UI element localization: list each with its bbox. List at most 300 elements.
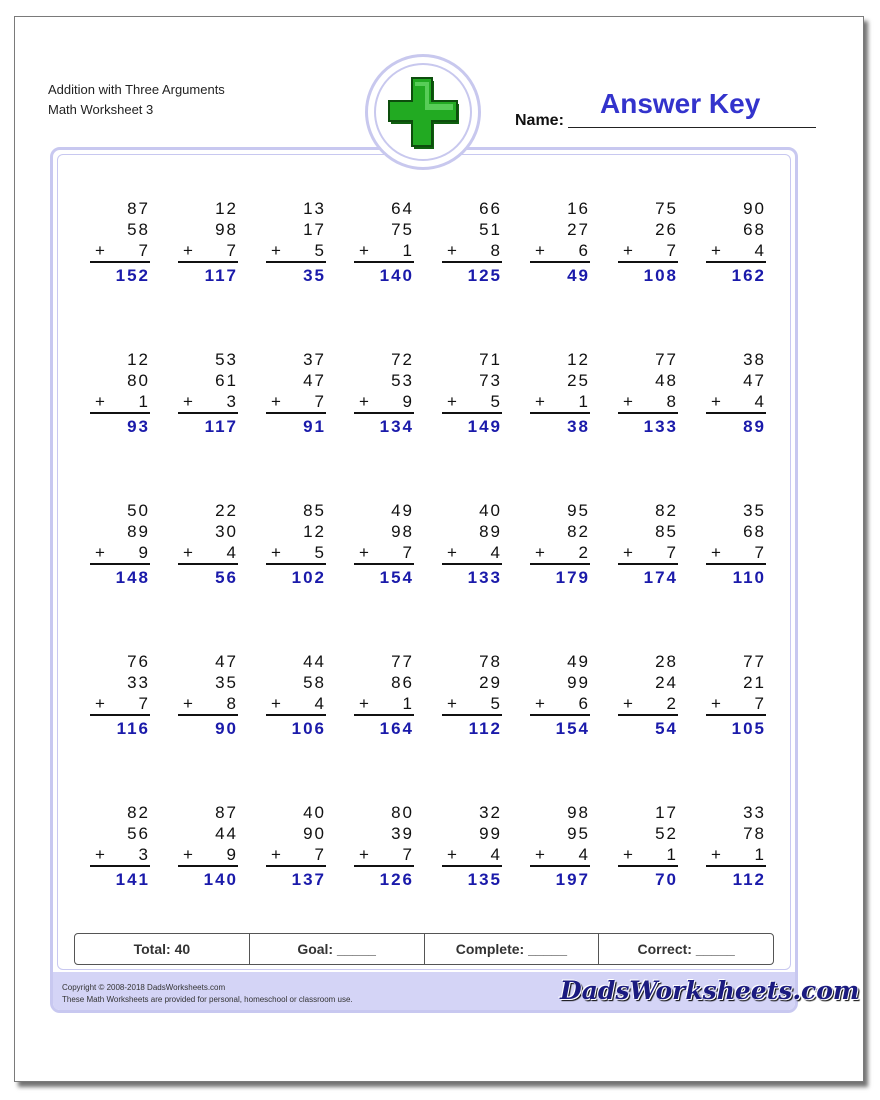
addend-2: 30 (215, 522, 238, 541)
addend-1: 95 (567, 501, 590, 520)
addition-problem (530, 349, 590, 438)
addend-2: 12 (303, 522, 326, 541)
addend-3-row (178, 693, 238, 716)
addend-2: 48 (655, 371, 678, 390)
addend-1: 37 (303, 350, 326, 369)
addend-3: 1 (402, 241, 414, 260)
addend-2: 86 (391, 673, 414, 692)
plus-sign: + (271, 241, 283, 260)
addend-1: 77 (391, 652, 414, 671)
addition-problem (442, 198, 502, 287)
brand-logo: DadsWorksheets.com (560, 976, 860, 1005)
plus-sign: + (271, 845, 283, 864)
addition-problem (90, 802, 150, 891)
plus-sign: + (359, 543, 371, 562)
addend-1: 49 (567, 652, 590, 671)
plus-sign: + (447, 392, 459, 411)
addition-problem (266, 651, 326, 740)
plus-sign: + (271, 694, 283, 713)
addend-3: 5 (314, 241, 326, 260)
addend-3-row (530, 844, 590, 867)
addend-3: 1 (754, 845, 766, 864)
addend-3: 1 (138, 392, 150, 411)
addend-1: 82 (127, 803, 150, 822)
addition-problem (618, 349, 678, 438)
addend-3: 7 (226, 241, 238, 260)
addend-1: 53 (215, 350, 238, 369)
plus-sign: + (271, 392, 283, 411)
addend-1: 49 (391, 501, 414, 520)
addend-1: 40 (303, 803, 326, 822)
plus-sign: + (711, 694, 723, 713)
addend-3-row (90, 844, 150, 867)
addition-problem (354, 500, 414, 589)
addend-3: 3 (138, 845, 150, 864)
addition-problem (618, 500, 678, 589)
plus-sign: + (535, 392, 547, 411)
answer-value: 112 (732, 870, 766, 889)
plus-sign: + (447, 241, 459, 260)
answer-value: 70 (655, 870, 678, 889)
addition-problem (90, 198, 150, 287)
addend-1: 87 (127, 199, 150, 218)
addend-3: 4 (754, 241, 766, 260)
name-line (568, 127, 816, 128)
addend-3: 9 (138, 543, 150, 562)
plus-sign: + (623, 845, 635, 864)
addend-2: 98 (391, 522, 414, 541)
addend-2: 27 (567, 220, 590, 239)
addend-3-row (530, 240, 590, 263)
addend-3: 4 (754, 392, 766, 411)
addend-3: 4 (578, 845, 590, 864)
addend-2: 98 (215, 220, 238, 239)
addend-2: 39 (391, 824, 414, 843)
addend-1: 50 (127, 501, 150, 520)
addend-3-row (442, 391, 502, 414)
answer-value: 154 (555, 719, 590, 738)
addend-3: 7 (138, 241, 150, 260)
answer-key-label: Answer Key (600, 88, 761, 119)
addend-2: 35 (215, 673, 238, 692)
plus-sign: + (447, 694, 459, 713)
answer-value: 56 (215, 568, 238, 587)
green-plus-icon (385, 74, 461, 150)
answer-value: 162 (731, 266, 766, 285)
addend-1: 66 (479, 199, 502, 218)
addend-1: 13 (303, 199, 326, 218)
name-field (515, 88, 817, 128)
addend-3-row (90, 240, 150, 263)
worksheet-title: Addition with Three Arguments (48, 82, 225, 97)
addend-1: 64 (391, 199, 414, 218)
addition-problem (354, 349, 414, 438)
correct-field: Correct: _____ (637, 941, 735, 957)
addend-3-row (354, 391, 414, 414)
addend-3-row (442, 844, 502, 867)
addend-3: 1 (402, 694, 414, 713)
answer-value: 108 (643, 266, 678, 285)
addition-problem (618, 198, 678, 287)
addend-3-row (90, 391, 150, 414)
addend-1: 16 (567, 199, 590, 218)
addend-3: 7 (402, 543, 414, 562)
copyright-text: Copyright © 2008-2018 DadsWorksheets.com (62, 983, 226, 992)
answer-value: 179 (555, 568, 590, 587)
addition-problem (178, 500, 238, 589)
addition-problem (266, 500, 326, 589)
answer-value: 49 (567, 266, 590, 285)
answer-value: 141 (115, 870, 150, 889)
addition-problem (706, 349, 766, 438)
addend-1: 77 (655, 350, 678, 369)
addend-3-row (706, 693, 766, 716)
addend-1: 90 (743, 199, 766, 218)
addend-2: 53 (391, 371, 414, 390)
addend-3-row (178, 844, 238, 867)
addend-1: 98 (567, 803, 590, 822)
addend-1: 40 (479, 501, 502, 520)
addend-2: 17 (303, 220, 326, 239)
addend-1: 12 (127, 350, 150, 369)
addition-problem (354, 802, 414, 891)
answer-value: 133 (643, 417, 678, 436)
addend-3-row (618, 693, 678, 716)
addition-problem (530, 651, 590, 740)
copyright-block (62, 982, 353, 1006)
plus-sign: + (183, 845, 195, 864)
addend-3: 7 (402, 845, 414, 864)
addend-3-row (266, 391, 326, 414)
addend-1: 12 (567, 350, 590, 369)
addend-2: 24 (655, 673, 678, 692)
addend-2: 68 (743, 522, 766, 541)
plus-sign: + (535, 694, 547, 713)
answer-value: 133 (467, 568, 502, 587)
addend-2: 85 (655, 522, 678, 541)
addend-3: 8 (226, 694, 238, 713)
answer-value: 106 (291, 719, 326, 738)
addend-3-row (618, 240, 678, 263)
addend-3: 6 (578, 241, 590, 260)
addend-3-row (618, 391, 678, 414)
addend-2: 99 (567, 673, 590, 692)
plus-sign: + (95, 694, 107, 713)
plus-sign: + (95, 845, 107, 864)
addend-2: 58 (303, 673, 326, 692)
answer-value: 197 (555, 870, 590, 889)
addend-1: 82 (655, 501, 678, 520)
addition-problem (178, 349, 238, 438)
logo-badge (365, 54, 481, 170)
addend-1: 22 (215, 501, 238, 520)
addend-2: 82 (567, 522, 590, 541)
addend-3: 7 (666, 241, 678, 260)
plus-sign: + (359, 845, 371, 864)
addend-3: 8 (666, 392, 678, 411)
addition-problem (442, 349, 502, 438)
plus-sign: + (711, 392, 723, 411)
answer-value: 105 (731, 719, 766, 738)
worksheet-subtitle: Math Worksheet 3 (48, 102, 154, 117)
addition-problem (266, 198, 326, 287)
addend-2: 61 (215, 371, 238, 390)
addend-3-row (442, 542, 502, 565)
addend-3: 7 (754, 694, 766, 713)
plus-sign: + (95, 392, 107, 411)
total-count: Total: 40 (75, 934, 250, 964)
addend-3-row (266, 844, 326, 867)
addend-1: 71 (479, 350, 502, 369)
addition-problem (530, 198, 590, 287)
addend-3-row (354, 542, 414, 565)
plus-sign: + (623, 543, 635, 562)
addition-problem (706, 651, 766, 740)
plus-sign: + (95, 241, 107, 260)
addend-3-row (442, 693, 502, 716)
answer-value: 102 (291, 568, 326, 587)
addition-problem (266, 349, 326, 438)
name-label: Name: (515, 112, 564, 129)
answer-value: 154 (379, 568, 414, 587)
plus-sign: + (359, 392, 371, 411)
addition-problem (178, 651, 238, 740)
addend-2: 95 (567, 824, 590, 843)
addend-3-row (706, 391, 766, 414)
addend-1: 85 (303, 501, 326, 520)
addend-2: 58 (127, 220, 150, 239)
addend-3: 7 (314, 392, 326, 411)
addition-problem (178, 802, 238, 891)
goal-field: Goal: _____ (250, 934, 425, 964)
addend-2: 47 (303, 371, 326, 390)
addition-problem (90, 651, 150, 740)
answer-value: 89 (743, 417, 766, 436)
addend-3-row (706, 844, 766, 867)
addend-3: 4 (226, 543, 238, 562)
addend-3-row (442, 240, 502, 263)
answer-value: 38 (567, 417, 590, 436)
addition-problem (266, 802, 326, 891)
addend-1: 12 (215, 199, 238, 218)
plus-sign: + (95, 543, 107, 562)
addend-3: 5 (490, 392, 502, 411)
plus-sign: + (711, 241, 723, 260)
addend-3-row (530, 693, 590, 716)
addition-problem (90, 349, 150, 438)
addend-1: 75 (655, 199, 678, 218)
addend-3-row (354, 240, 414, 263)
answer-value: 148 (115, 568, 150, 587)
answer-value: 164 (379, 719, 414, 738)
answer-value: 54 (655, 719, 678, 738)
addend-1: 47 (215, 652, 238, 671)
addend-3-row (178, 542, 238, 565)
addition-problem (354, 198, 414, 287)
addend-2: 29 (479, 673, 502, 692)
addend-3-row (266, 542, 326, 565)
problems-panel-inner (57, 154, 791, 970)
addend-1: 78 (479, 652, 502, 671)
addend-1: 72 (391, 350, 414, 369)
addend-1: 33 (743, 803, 766, 822)
answer-value: 134 (379, 417, 414, 436)
addend-3: 7 (314, 845, 326, 864)
addend-3: 5 (314, 543, 326, 562)
addition-problem (354, 651, 414, 740)
addend-2: 21 (743, 673, 766, 692)
addition-problem (530, 802, 590, 891)
addend-2: 90 (303, 824, 326, 843)
addition-problem (618, 802, 678, 891)
addend-2: 75 (391, 220, 414, 239)
score-bar (74, 933, 774, 965)
answer-value: 135 (467, 870, 502, 889)
addend-3: 4 (314, 694, 326, 713)
answer-value: 116 (116, 719, 150, 738)
answer-value: 117 (204, 417, 238, 436)
plus-sign: + (447, 845, 459, 864)
addend-2: 89 (127, 522, 150, 541)
addend-3: 9 (226, 845, 238, 864)
addend-2: 80 (127, 371, 150, 390)
addend-3-row (266, 240, 326, 263)
answer-value: 112 (468, 719, 502, 738)
addend-1: 87 (215, 803, 238, 822)
answer-value: 126 (379, 870, 414, 889)
answer-value: 35 (303, 266, 326, 285)
problems-panel (50, 147, 798, 1013)
answer-value: 152 (115, 266, 150, 285)
addend-1: 80 (391, 803, 414, 822)
addend-2: 33 (127, 673, 150, 692)
plus-sign: + (623, 694, 635, 713)
plus-sign: + (535, 241, 547, 260)
addend-1: 38 (743, 350, 766, 369)
addend-3-row (706, 542, 766, 565)
addend-1: 32 (479, 803, 502, 822)
addend-2: 25 (567, 371, 590, 390)
addend-1: 17 (655, 803, 678, 822)
addend-3: 8 (490, 241, 502, 260)
plus-sign: + (359, 694, 371, 713)
addend-3: 1 (578, 392, 590, 411)
answer-value: 125 (467, 266, 502, 285)
plus-sign: + (183, 392, 195, 411)
plus-sign: + (711, 845, 723, 864)
worksheet-title-block (48, 80, 225, 120)
addend-3-row (530, 391, 590, 414)
addend-1: 76 (127, 652, 150, 671)
addend-3-row (90, 693, 150, 716)
addend-3: 2 (666, 694, 678, 713)
addend-2: 52 (655, 824, 678, 843)
plus-sign: + (535, 845, 547, 864)
addend-3-row (90, 542, 150, 565)
answer-value: 174 (643, 568, 678, 587)
addend-2: 56 (127, 824, 150, 843)
addend-2: 47 (743, 371, 766, 390)
addend-2: 89 (479, 522, 502, 541)
addend-1: 35 (743, 501, 766, 520)
addend-3: 2 (578, 543, 590, 562)
addend-3: 7 (138, 694, 150, 713)
addend-2: 51 (479, 220, 502, 239)
addition-problem (706, 500, 766, 589)
addend-2: 44 (215, 824, 238, 843)
plus-sign: + (183, 543, 195, 562)
addend-2: 68 (743, 220, 766, 239)
answer-value: 140 (203, 870, 238, 889)
addend-3: 1 (666, 845, 678, 864)
addition-problem (618, 651, 678, 740)
plus-sign: + (183, 241, 195, 260)
addend-1: 28 (655, 652, 678, 671)
answer-value: 117 (204, 266, 238, 285)
addend-3-row (706, 240, 766, 263)
addend-3-row (178, 391, 238, 414)
plus-sign: + (711, 543, 723, 562)
addend-3: 4 (490, 543, 502, 562)
addend-3: 4 (490, 845, 502, 864)
addend-3: 7 (754, 543, 766, 562)
addend-3-row (618, 542, 678, 565)
addition-problem (442, 802, 502, 891)
addend-3-row (354, 693, 414, 716)
answer-value: 90 (215, 719, 238, 738)
plus-sign: + (183, 694, 195, 713)
addend-3: 3 (226, 392, 238, 411)
addend-3-row (178, 240, 238, 263)
addition-problem (90, 500, 150, 589)
addend-2: 78 (743, 824, 766, 843)
addend-3: 7 (666, 543, 678, 562)
addend-2: 99 (479, 824, 502, 843)
complete-field: Complete: _____ (425, 934, 600, 964)
addition-problem (442, 500, 502, 589)
addend-3: 9 (402, 392, 414, 411)
addend-1: 77 (743, 652, 766, 671)
addition-problem (706, 802, 766, 891)
answer-value: 91 (303, 417, 326, 436)
addend-3-row (266, 693, 326, 716)
plus-sign: + (623, 392, 635, 411)
addend-2: 26 (655, 220, 678, 239)
answer-value: 93 (127, 417, 150, 436)
addend-2: 73 (479, 371, 502, 390)
plus-sign: + (447, 543, 459, 562)
addition-problem (706, 198, 766, 287)
addend-3: 5 (490, 694, 502, 713)
plus-sign: + (359, 241, 371, 260)
plus-sign: + (271, 543, 283, 562)
addition-problem (530, 500, 590, 589)
answer-value: 149 (467, 417, 502, 436)
addend-3-row (530, 542, 590, 565)
addition-problem (178, 198, 238, 287)
addend-3: 6 (578, 694, 590, 713)
usage-notice: These Math Worksheets are provided for personal, homeschool or classroom use. (62, 995, 353, 1004)
answer-value: 110 (732, 568, 766, 587)
plus-sign: + (535, 543, 547, 562)
plus-sign: + (623, 241, 635, 260)
addend-3-row (618, 844, 678, 867)
addend-3-row (354, 844, 414, 867)
addend-1: 44 (303, 652, 326, 671)
answer-value: 137 (291, 870, 326, 889)
addition-problem (442, 651, 502, 740)
answer-value: 140 (379, 266, 414, 285)
